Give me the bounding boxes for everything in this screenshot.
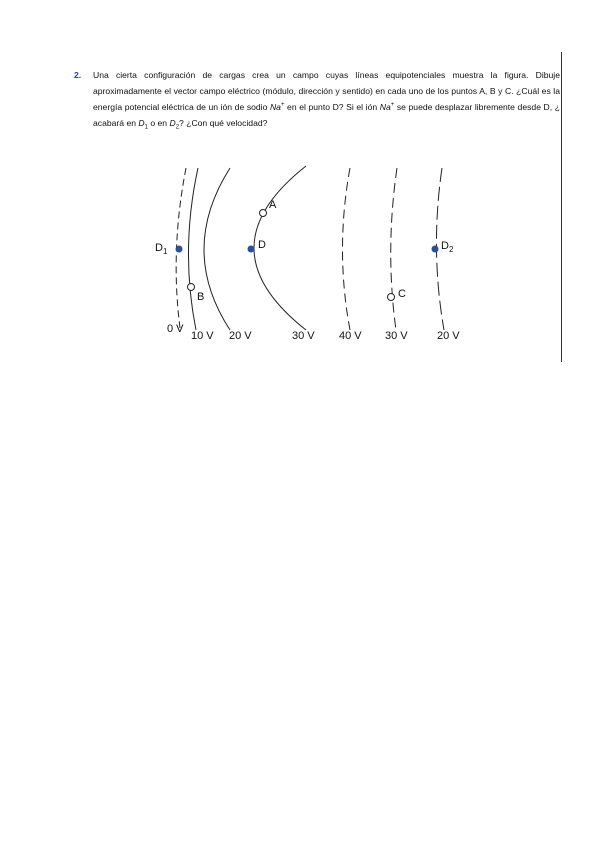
d1-letter: D (138, 118, 145, 128)
voltage-label-20v-left: 20 V (229, 330, 252, 342)
ion-charge-1: + (280, 102, 285, 109)
label-c: C (398, 288, 406, 300)
point-a-marker (260, 210, 267, 217)
margin-rule (561, 52, 562, 362)
equipotential-line-10v (188, 168, 198, 330)
voltage-label-30v-right: 30 V (385, 330, 408, 342)
voltage-label-0v: 0 V (167, 323, 184, 335)
voltage-label-20v-right: 20 V (437, 330, 460, 342)
voltage-label-40v: 40 V (339, 330, 362, 342)
equipotential-figure (140, 158, 480, 348)
equipotential-line-20v-left (204, 168, 230, 330)
problem-text (93, 67, 560, 131)
d2-subscript: 2 (175, 124, 180, 131)
label-a: A (269, 199, 277, 211)
voltage-label-30v-left: 30 V (292, 330, 315, 342)
ion-symbol-1: Na (269, 102, 281, 112)
problem-text-part-5: ? ¿Con qué velocidad? (179, 118, 268, 128)
problem-text-part-4: o en (147, 118, 170, 128)
label-b: B (197, 291, 205, 303)
problem-number: 2. (74, 70, 82, 80)
label-d: D (258, 239, 266, 251)
problem-2 (74, 67, 560, 131)
point-d1-marker (176, 246, 183, 253)
label-d2: $D_2$ (441, 240, 454, 254)
equipotential-line-40v (343, 168, 351, 330)
ion-symbol-2: Na (379, 102, 391, 112)
point-b-marker (188, 284, 195, 291)
point-d-marker (248, 246, 255, 253)
point-c-marker (388, 294, 395, 301)
problem-text-part-3: se puede desplazar libremente desde D, ¿ acabará en (93, 102, 560, 128)
voltage-label-10v: 10 V (191, 330, 214, 342)
problem-text-part-1: Una cierta configuración de cargas crea un campo cuyas líneas equipotenciales muestra la figura. Dibuje aproximadamente el vector campo eléctrico (módulo, dirección y sentido) en cada uno de los puntos A, B y C. ¿Cuál es la energía potencial eléctrica de un ión de sodio (93, 70, 560, 112)
label-d1: $D_1$ (155, 242, 168, 256)
problem-text-part-2: en el punto D? Si el ión (284, 102, 380, 112)
point-d2-marker (432, 246, 439, 253)
d1-subscript: 1 (144, 124, 148, 131)
equipotential-line-30v-right (391, 168, 397, 330)
ion-charge-2: + (390, 102, 395, 109)
d2-letter: D (169, 118, 176, 128)
